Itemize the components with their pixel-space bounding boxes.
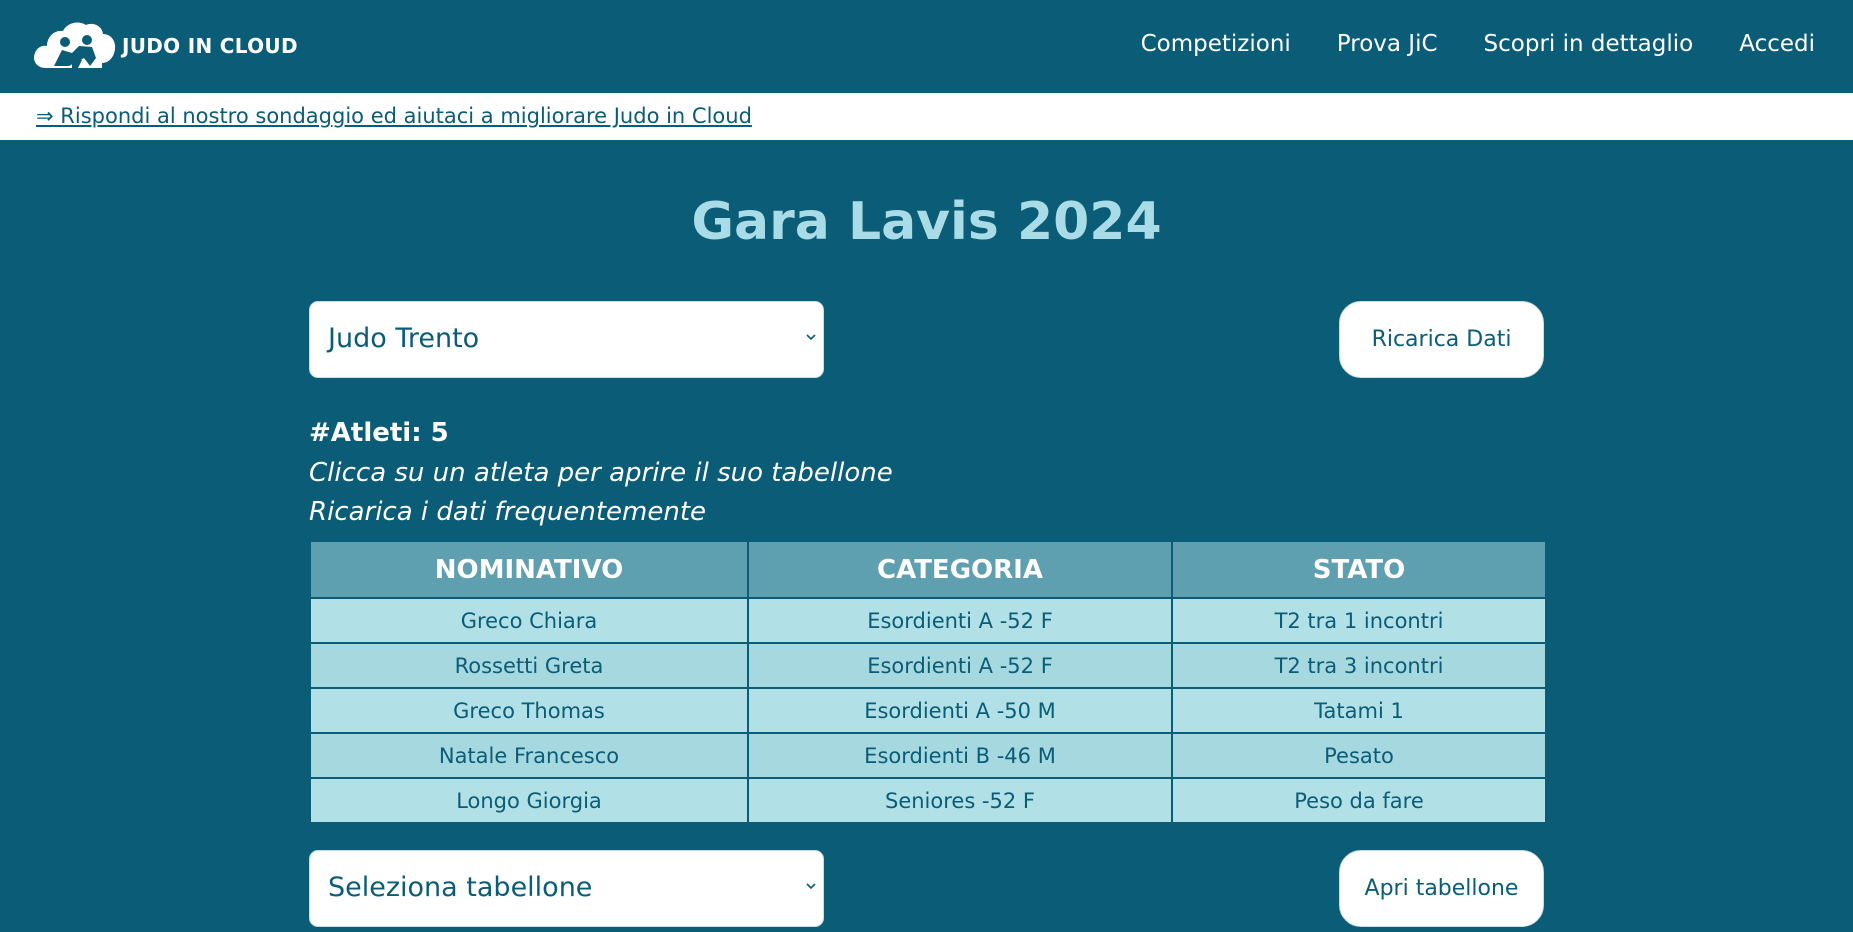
table-header-row [310,541,1546,598]
athlete-count: #Atleti: 5 [309,418,449,448]
table-row[interactable] [310,778,1546,823]
nav-competizioni[interactable]: Competizioni [1140,31,1291,57]
nav-scopri-dettaglio[interactable]: Scopri in dettaglio [1483,31,1694,57]
chevron-down-icon [805,879,817,893]
athletes-table [309,540,1547,824]
hint-click-athlete: Clicca su un atleta per aprire il suo tabellone [309,458,893,488]
cell-status: Peso da fare [1172,778,1546,823]
cell-category: Esordienti A -52 F [748,598,1172,643]
column-header-categoria: CATEGORIA [748,541,1172,598]
board-select[interactable] [309,850,824,927]
team-select-value: Judo Trento [328,323,480,354]
cell-status: Pesato [1172,733,1546,778]
cell-status: T2 tra 3 incontri [1172,643,1546,688]
cell-category: Esordienti A -50 M [748,688,1172,733]
hint-reload-data: Ricarica i dati frequentemente [309,497,707,527]
column-header-stato: STATO [1172,541,1546,598]
cell-category: Esordienti A -52 F [748,643,1172,688]
survey-banner [0,93,1853,140]
table-row[interactable] [310,643,1546,688]
site-logo[interactable] [32,20,298,72]
chevron-down-icon [805,330,817,344]
nav-prova-jic[interactable]: Prova JiC [1336,31,1438,57]
reload-data-button[interactable]: Ricarica Dati [1339,301,1544,378]
main-nav [1141,26,1815,62]
logo-text: JUDO IN CLOUD [122,34,298,58]
team-select[interactable] [309,301,824,378]
cell-category: Seniores -52 F [748,778,1172,823]
table-row[interactable] [310,733,1546,778]
table-row[interactable] [310,598,1546,643]
table-row[interactable] [310,688,1546,733]
top-navbar [0,0,1853,93]
page-title: Gara Lavis 2024 [691,192,1162,252]
open-board-button[interactable]: Apri tabellone [1339,850,1544,927]
cell-status: T2 tra 1 incontri [1172,598,1546,643]
cell-name: Rossetti Greta [310,643,748,688]
cell-name: Greco Thomas [310,688,748,733]
column-header-nominativo: NOMINATIVO [310,541,748,598]
cell-status: Tatami 1 [1172,688,1546,733]
judo-cloud-logo-icon [32,20,116,72]
board-select-value: Seleziona tabellone [328,872,593,903]
nav-accedi[interactable]: Accedi [1739,31,1815,57]
survey-link[interactable]: ⇒ Rispondi al nostro sondaggio ed aiutaci a migliorare Judo in Cloud [36,104,752,128]
cell-name: Greco Chiara [310,598,748,643]
cell-name: Natale Francesco [310,733,748,778]
cell-name: Longo Giorgia [310,778,748,823]
cell-category: Esordienti B -46 M [748,733,1172,778]
